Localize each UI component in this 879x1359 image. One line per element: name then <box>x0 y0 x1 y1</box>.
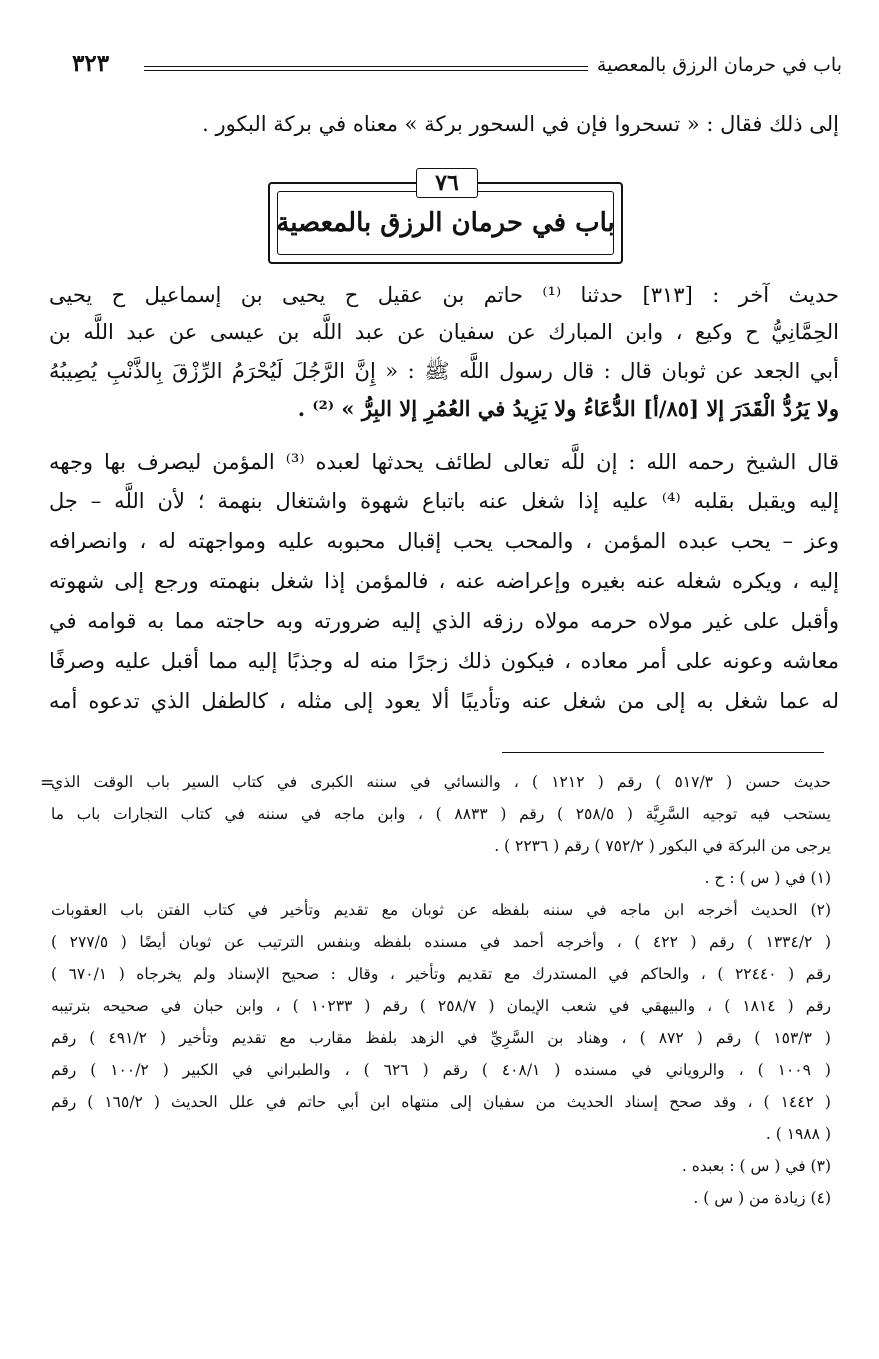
footnote-line: (٢) الحديث أخرجه ابن ماجه في سننه بلفظه عن ثوبان مع تقديم وتأخير في كتاب الفتن باب العقوبات <box>51 901 831 919</box>
footnote-line: حديث حسن ( ٥١٧/٣ ) رقم ( ١٢١٢ ) ، والنسائي في سننه الكبرى في كتاب السير باب الوقت الذي <box>51 773 831 791</box>
commentary-line: وعز – يحب عبده المؤمن ، والمحب يحب إقبال محبوبه عليه ومواجهته له ، وانصرافه <box>49 529 839 553</box>
footnote-line: (٣) في ( س ) : بعبده . <box>681 1157 831 1175</box>
chapter-number: ٧٦ <box>416 168 478 198</box>
footnote-line: (٤) زيادة من ( س ) . <box>693 1189 831 1207</box>
chapter-title: باب في حرمان الرزق بالمعصية <box>276 208 615 238</box>
footnote-line: ( ١٠٠٩ ) ، والروياني في مسنده ( ٤٠٨/١ ) رقم ( ٦٢٦ ) ، والطبراني في الكبير ( ١٠٠/٢ ) رقم <box>51 1061 831 1079</box>
hadith-line: حديث آخر : [٣١٣] حدثنا ⁽¹⁾ حاتم بن عقيل ح يحيى بن إسماعيل ح يحيى <box>49 283 839 307</box>
commentary-line: معاشه وعونه على أمر معاده ، فيكون ذلك زجرًا منه له وجذبًا إليه مما أقبل عليه وصرفًا <box>49 649 839 673</box>
footnote-line: رقم ( ١٨١٤ ) ، والبيهقي في شعب الإيمان ( ٢٥٨/٧ ) رقم ( ١٠٢٣٣ ) ، وابن حبان في صحيحه بترتيبه <box>51 997 831 1015</box>
running-header <box>72 52 842 92</box>
footnote-rule <box>502 752 824 753</box>
footnote-continuation-mark: = <box>40 773 55 793</box>
running-title: باب في حرمان الرزق بالمعصية <box>596 54 842 76</box>
footnote-line: رقم ( ٢٢٤٤٠ ) ، والحاكم في المستدرك مع تقديم وتأخير ، وقال : صحيح الإسناد ولم يخرجاه ( ٦٧٠/١ ) <box>51 965 831 983</box>
commentary-line: وأقبل على غير مولاه حرمه مولاه رزقه الذي إليه ضرورته وبه حاجته مما به قوامه في <box>49 609 839 633</box>
chapter-inner-frame <box>277 191 614 255</box>
header-rule <box>144 66 588 71</box>
hadith-line: ولا يَرُدُّ الْقَدَرَ إلا [٨٥/أ] الدُّعَاءُ ولا يَزِيدُ في العُمُرِ إلا البِرُّ » ⁽²⁾ . <box>297 396 839 421</box>
chapter-heading-box <box>268 168 623 266</box>
commentary-line: له عما شغل به إلى من شغل عنه وتأديبًا ألا يعود إلى مثله ، كالطفل الذي تدعوه أمه <box>49 689 839 713</box>
footnote-line: ( ١٣٣٤/٢ ) رقم ( ٤٢٢ ) ، وأخرجه أحمد في مسنده بلفظه وبنفس الترتيب عن ثوبان أيضًا ( ٢٧٧/٥ ) <box>51 933 831 951</box>
commentary-line: إليه ويقبل بقلبه ⁽⁴⁾ عليه إذا شغل عنه باتباع شهوة واشتغال بنهمة ؛ لأن اللَّه – جل <box>49 489 839 513</box>
footnote-line: يرجى من البركة في البكور ( ٧٥٢/٢ ) رقم ( ٢٢٣٦ ) . <box>494 837 831 855</box>
commentary-line: قال الشيخ رحمه الله : إن للَّه تعالى لطائف يحدثها لعبده ⁽³⁾ المؤمن ليصرف بها وجهه <box>49 450 839 474</box>
footnote-line: ( ١٩٨٨ ) . <box>765 1125 831 1143</box>
page-number: ٣٢٣ <box>72 50 110 77</box>
footnote-line: ( ١٥٣/٣ ) رقم ( ٨٧٢ ) ، وهناد بن السَّرِيِّ في الزهد بلفظ مقارب مع تقديم وتأخير ( ٤٩١/٢ ) رقم <box>51 1029 831 1047</box>
footnote-line: يستحب فيه توجيه السَّرِيَّة ( ٢٥٨/٥ ) رقم ( ٨٨٣٣ ) ، وابن ماجه في سننه في كتاب التجارات باب ما <box>51 805 831 823</box>
intro-line: إلى ذلك فقال : « تسحروا فإن في السحور بركة » معناه في بركة البكور . <box>202 112 839 136</box>
commentary-line: إليه ، ويكره شغله عنه بغيره وإعراضه عنه ، فالمؤمن إذا شغل بنهمته ورجع إلى شهوته <box>49 569 839 593</box>
footnote-line: (١) في ( س ) : ح . <box>704 869 831 887</box>
footnote-line: ( ١٤٤٢ ) ، وقد صحح إسناد الحديث من سفيان إلى منتهاه ابن أبي حاتم في علل الحديث ( ١٦٥/٢ ) رقم <box>51 1093 831 1111</box>
hadith-line: الحِمَّانِيُّ ح وكيع ، وابن المبارك عن سفيان عن عبد اللَّه بن عيسى عن عبد اللَّه بن <box>49 320 839 344</box>
hadith-line: أبي الجعد عن ثوبان قال : قال رسول اللَّه ﷺ : « إِنَّ الرَّجُلَ لَيُحْرَمُ الرِّزْقَ بِالذَّنْبِ يُصِيبُهُ <box>49 359 839 383</box>
